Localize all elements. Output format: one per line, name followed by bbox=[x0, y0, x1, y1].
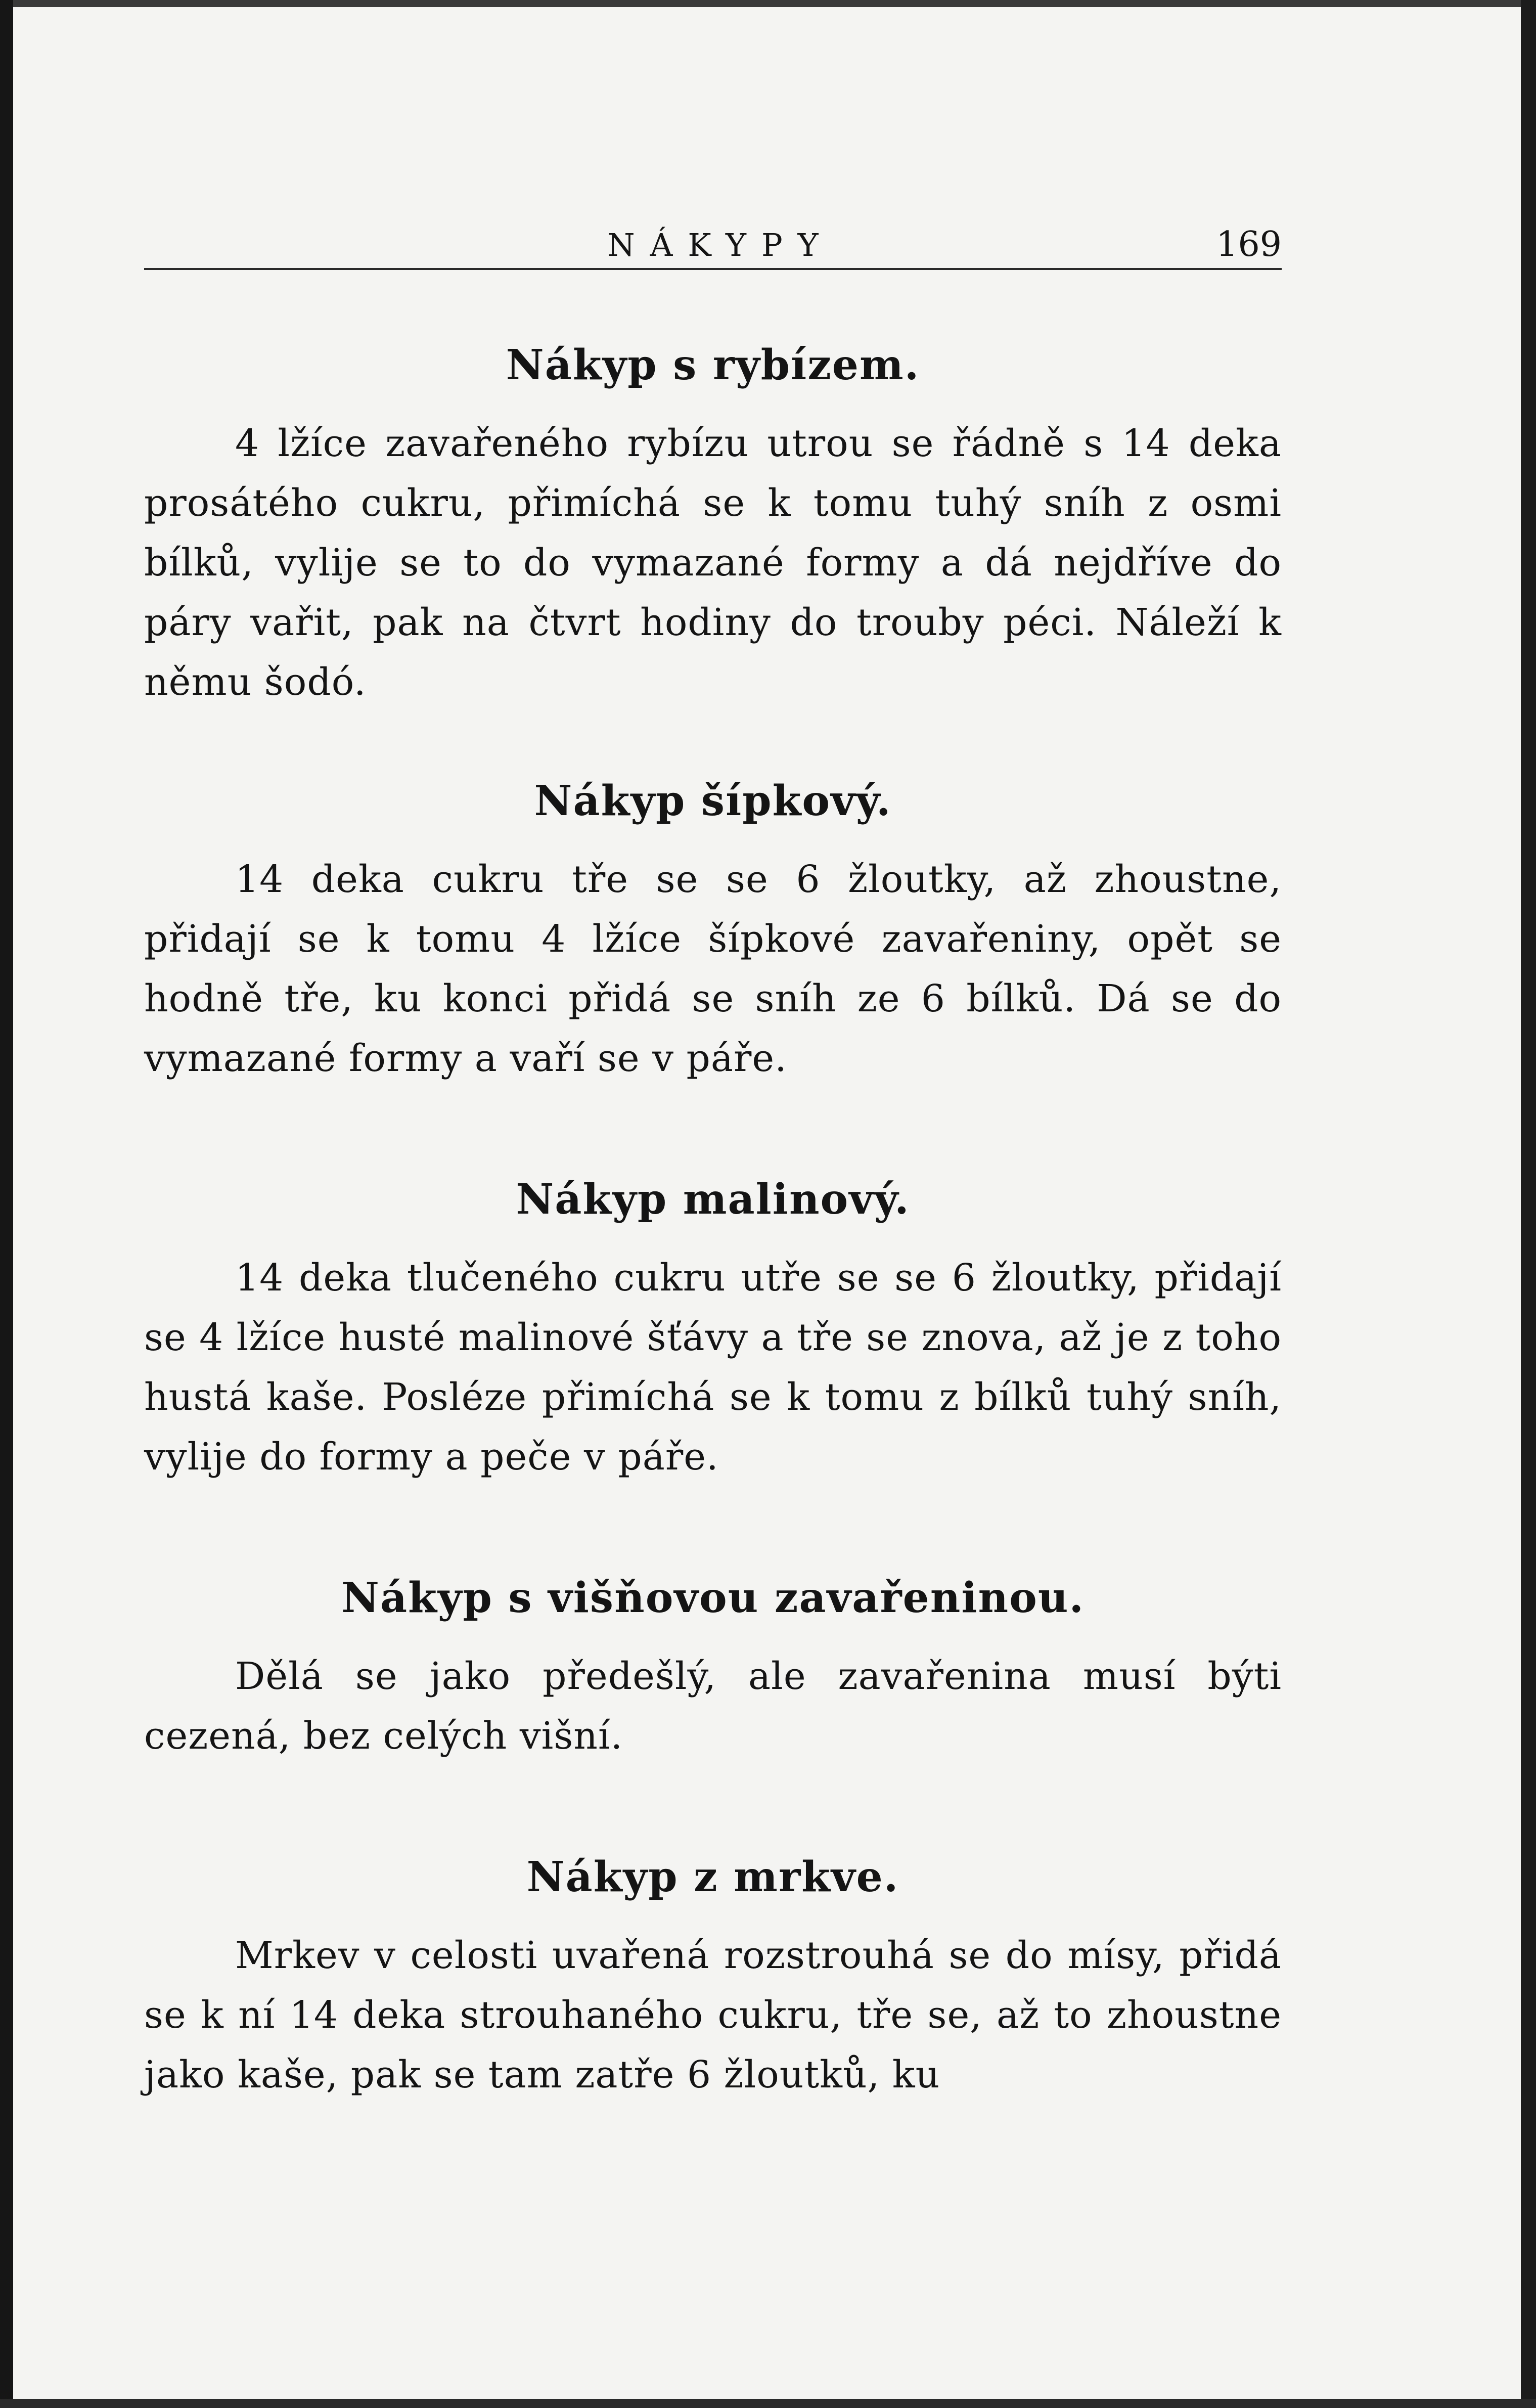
recipe-text: 14 deka tlučeného cukru utře se se 6 žloutky, přidají se 4 lžíce husté malinové šťávy a tře se znova, až je z toho hustá kaše. Posléze přimíchá se k tomu z bílků tuhý sníh, vylije do formy a peče v páře. bbox=[144, 1256, 1282, 1479]
recipe-heading: Nákyp s rybízem. bbox=[506, 341, 920, 389]
recipe-malinovy bbox=[144, 1169, 1282, 1487]
running-head bbox=[144, 192, 1282, 270]
recipe-rybiz bbox=[144, 335, 1282, 712]
page-text-block bbox=[144, 192, 1282, 2105]
recipe-heading: Nákyp šípkový. bbox=[534, 777, 892, 825]
recipe-text: 4 lžíce zavařeného rybízu utrou se řádně s 14 deka prosátého cukru, přimíchá se k tomu tuhý sníh z osmi bílků, vylije se to do vymazané formy a dá nejdříve do páry vařit, pak na čtvrt hodiny do trouby péci. Náleží k němu šodó. bbox=[144, 422, 1282, 704]
recipe-heading: Nákyp s višňovou zavařeninou. bbox=[341, 1574, 1085, 1622]
recipe-sipkovy bbox=[144, 771, 1282, 1088]
page-number: 169 bbox=[1216, 225, 1282, 264]
scan-edge-right bbox=[1521, 0, 1536, 2408]
recipe-heading: Nákyp z mrkve. bbox=[526, 1853, 899, 1901]
recipe-visnova-zavarenina bbox=[144, 1568, 1282, 1766]
scan-edge-top bbox=[0, 0, 1536, 7]
scan-edge-bottom bbox=[0, 2399, 1536, 2408]
recipe-mrkev bbox=[144, 1847, 1282, 2105]
recipe-text: Mrkev v celosti uvařená rozstrouhá se do mísy, přidá se k ní 14 deka strouhaného cukru, tře se, až to zhoustne jako kaše, pak se tam zatře 6 žloutků, ku bbox=[144, 1934, 1282, 2097]
recipe-heading: Nákyp malinový. bbox=[516, 1175, 910, 1224]
recipe-text: Dělá se jako předešlý, ale zavařenina musí býti cezená, bez celých višní. bbox=[144, 1655, 1282, 1758]
scan-edge-left bbox=[0, 0, 13, 2408]
recipe-text: 14 deka cukru tře se se 6 žloutky, až zhoustne, přidají se k tomu 4 lžíce šípkové zavařeniny, opět se hodně tře, ku konci přidá se sníh ze 6 bílků. Dá se do vymazané formy a vaří se v páře. bbox=[144, 858, 1282, 1080]
running-head-title: NÁKYPY bbox=[607, 227, 834, 263]
